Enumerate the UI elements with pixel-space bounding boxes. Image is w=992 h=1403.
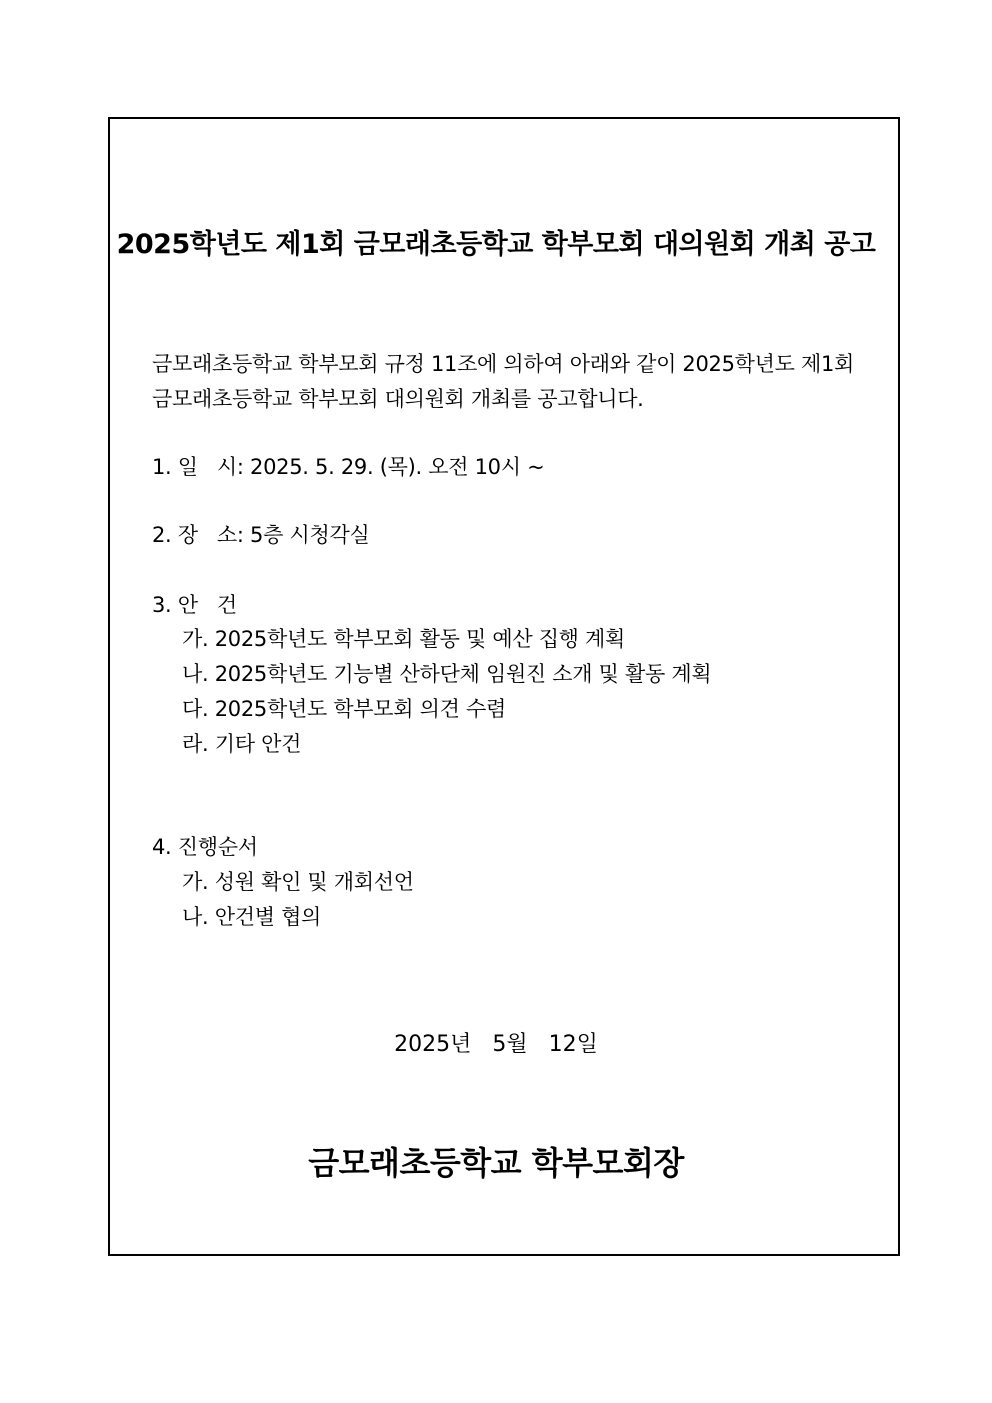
item-location: 2. 장 소: 5층 시청각실: [152, 523, 370, 547]
intro-line-1: 금모래초등학교 학부모회 규정 11조에 의하여 아래와 같이 2025학년도 제1회: [152, 352, 855, 376]
document-date: 2025년 5월 12일: [394, 1032, 598, 1057]
document-border: [108, 117, 900, 1256]
agenda-item: 가. 2025학년도 학부모회 활동 및 예산 집행 계획: [182, 627, 626, 651]
agenda-item: 다. 2025학년도 학부모회 의견 수렴: [182, 697, 506, 721]
item-procedure-heading: 4. 진행순서: [152, 835, 258, 859]
document-signer: 금모래초등학교 학부모회장: [308, 1144, 684, 1182]
procedure-item: 가. 성원 확인 및 개회선언: [182, 870, 414, 894]
item-schedule: 1. 일 시: 2025. 5. 29. (목). 오전 10시 ~: [152, 455, 545, 479]
document-title: 2025학년도 제1회 금모래초등학교 학부모회 대의원회 개최 공고: [116, 229, 876, 260]
item-agenda-heading: 3. 안 건: [152, 593, 237, 617]
procedure-item: 나. 안건별 협의: [182, 905, 322, 929]
agenda-item: 나. 2025학년도 기능별 산하단체 임원진 소개 및 활동 계획: [182, 662, 712, 686]
agenda-item: 라. 기타 안건: [182, 732, 302, 756]
intro-line-2: 금모래초등학교 학부모회 대의원회 개최를 공고합니다.: [152, 387, 644, 411]
